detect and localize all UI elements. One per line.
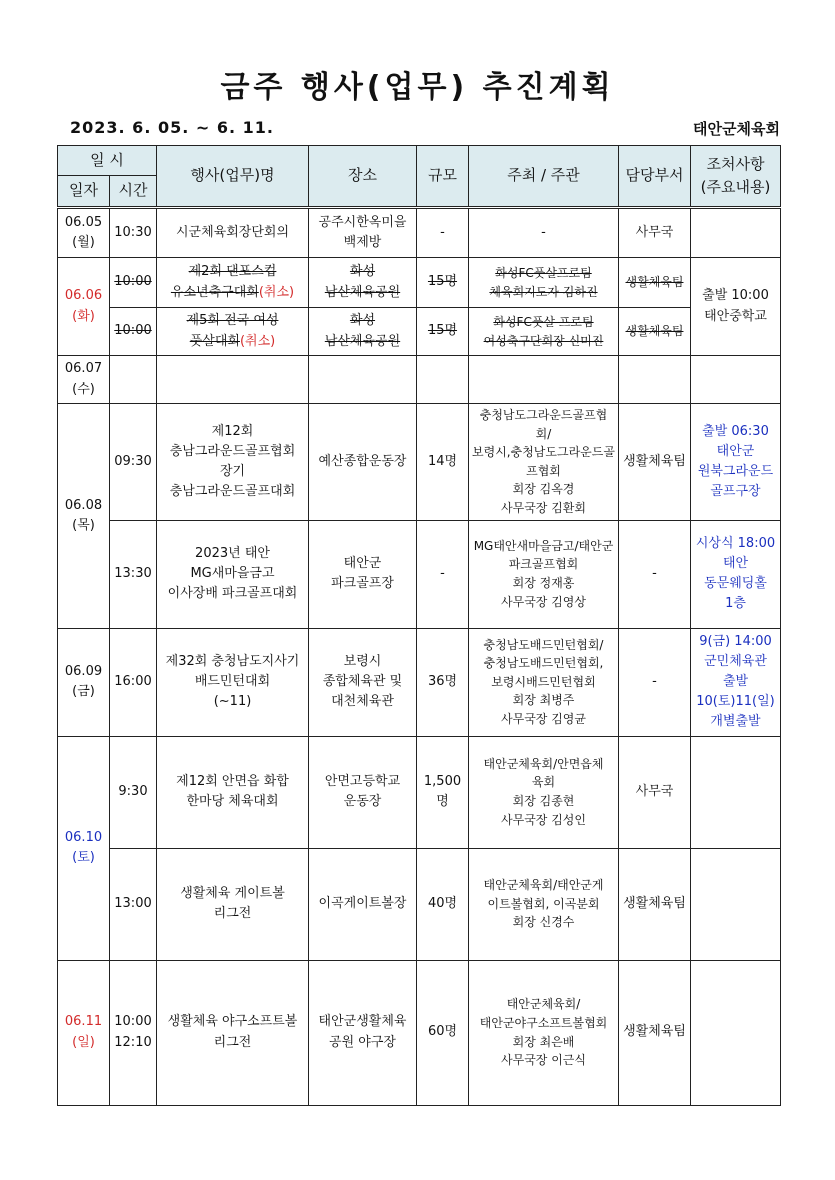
host-cell: 태안군체육회/안면읍체 육회 회장 김종현 사무국장 김성인 — [469, 736, 619, 848]
header-host: 주최 / 주관 — [469, 146, 619, 208]
table-row — [58, 308, 781, 356]
host-cell: 충청남도그라운드골프협회/ 보령시,충청남도그라운드골 프협회 회장 김옥경 사무국장 김환회 — [469, 404, 619, 521]
table-row — [58, 356, 781, 404]
time-cell: 10:00 12:10 — [110, 960, 157, 1105]
organization-name: 태안군체육회 — [693, 120, 780, 138]
time-cell: 9:30 — [110, 736, 157, 848]
time-cell: 13:00 — [110, 848, 157, 960]
time-cell: 09:30 — [110, 404, 157, 521]
header-time: 시간 — [110, 176, 157, 208]
event-cell: 제12회 안면읍 화합 한마당 체육대회 — [157, 736, 309, 848]
place-cell: 보령시 종합체육관 및 대천체육관 — [309, 628, 417, 736]
scale-cell: 15명 — [417, 258, 469, 308]
event-cell: 생활체육 야구소프트볼 리그전 — [157, 960, 309, 1105]
host-cell: - — [469, 208, 619, 258]
date-cell: 06.08 (목) — [58, 404, 110, 629]
time-cell: 13:30 — [110, 520, 157, 628]
table-row — [58, 736, 781, 848]
dept-cell: 사무국 — [619, 736, 691, 848]
date-cell: 06.10 (토) — [58, 736, 110, 960]
header-action: 조처사항 (주요내용) — [691, 146, 781, 208]
scale-cell: - — [417, 520, 469, 628]
host-cell: 태안군체육회/ 태안군야구소프트볼협회 회장 최은배 사무국장 이근식 — [469, 960, 619, 1105]
header-row — [58, 146, 781, 176]
event-cell: 제12회 충남그라운드골프협회 장기 충남그라운드골프대회 — [157, 404, 309, 521]
table-row — [58, 848, 781, 960]
header-date: 일자 — [58, 176, 110, 208]
date-cell: 06.05 (월) — [58, 208, 110, 258]
host-cell: 태안군체육회/태안군게 이트볼협회, 이곡분회 회장 신경수 — [469, 848, 619, 960]
time-cell: 10:00 — [110, 258, 157, 308]
table-row — [58, 628, 781, 736]
scale-cell: 14명 — [417, 404, 469, 521]
date-cell: 06.06 (화) — [58, 258, 110, 356]
event-cell: 제32회 충청남도지사기 배드민턴대회 (~11) — [157, 628, 309, 736]
place-cell: 공주시한옥미을 백제방 — [309, 208, 417, 258]
event-cell — [157, 308, 309, 356]
header-ilsi: 일 시 — [58, 146, 157, 176]
time-cell: 10:00 — [110, 308, 157, 356]
place-cell: 태안군생활체육 공원 야구장 — [309, 960, 417, 1105]
table-row — [58, 258, 781, 308]
dept-cell: - — [619, 520, 691, 628]
action-cell: 출발 06:30 태안군 원북그라운드 골프구장 — [691, 404, 781, 521]
event-title: 제5회 전국 여성 풋살대회 — [186, 313, 279, 349]
action-cell — [691, 208, 781, 258]
header-dept: 담당부서 — [619, 146, 691, 208]
action-cell — [691, 736, 781, 848]
table-row — [58, 960, 781, 1105]
header-event: 행사(업무)명 — [157, 146, 309, 208]
date-cell: 06.07 (수) — [58, 356, 110, 404]
place-cell: 예산종합운동장 — [309, 404, 417, 521]
host-cell: 화성FC풋살 프로팀 여성축구단회장 신미진 — [469, 308, 619, 356]
action-cell — [691, 848, 781, 960]
action-cell: 시상식 18:00 태안 동문웨딩홀 1층 — [691, 520, 781, 628]
scale-cell: - — [417, 208, 469, 258]
place-cell: 화성 남산체육공원 — [309, 258, 417, 308]
dept-cell: 생활체육팀 — [619, 308, 691, 356]
event-cell: 시군체육회장단회의 — [157, 208, 309, 258]
action-cell: 출발 10:00 태안중학교 — [691, 258, 781, 356]
table-row — [58, 208, 781, 258]
dept-cell: - — [619, 628, 691, 736]
period-range: 2023. 6. 05. ~ 6. 11. — [70, 118, 274, 137]
header-scale: 규모 — [417, 146, 469, 208]
scale-cell: 15명 — [417, 308, 469, 356]
cancel-label: (취소) — [239, 333, 276, 349]
time-cell: 16:00 — [110, 628, 157, 736]
date-cell: 06.11 (일) — [58, 960, 110, 1105]
host-cell: 충청남도배드민턴협회/ 충청남도배드민턴협회, 보령시배드민턴협회 회장 최병주 사무국장 김영균 — [469, 628, 619, 736]
header-place: 장소 — [309, 146, 417, 208]
dept-cell: 생활체육팀 — [619, 404, 691, 521]
host-cell: MG태안새마을금고/태안군 파크골프협회 회장 정재홍 사무국장 김영상 — [469, 520, 619, 628]
event-title: 제2회 댄포스컵 유소년축구대회 — [170, 264, 277, 300]
place-cell: 안면고등학교 운동장 — [309, 736, 417, 848]
dept-cell: 생활체육팀 — [619, 258, 691, 308]
scale-cell: 40명 — [417, 848, 469, 960]
host-cell: 화성FC풋살프로팀 체육회지도자 김하진 — [469, 258, 619, 308]
schedule-table — [57, 145, 781, 1106]
place-cell: 이곡게이트볼장 — [309, 848, 417, 960]
dept-cell: 생활체육팀 — [619, 848, 691, 960]
event-cell: 2023년 태안 MG새마을금고 이사장배 파크골프대회 — [157, 520, 309, 628]
page-title: 금주 행사(업무) 추진계획 — [220, 70, 615, 105]
event-cell — [157, 258, 309, 308]
table-row — [58, 404, 781, 521]
table-row — [58, 520, 781, 628]
scale-cell: 36명 — [417, 628, 469, 736]
action-cell — [691, 960, 781, 1105]
dept-cell: 사무국 — [619, 208, 691, 258]
place-cell: 태안군 파크골프장 — [309, 520, 417, 628]
place-cell: 화성 남산체육공원 — [309, 308, 417, 356]
dept-cell: 생활체육팀 — [619, 960, 691, 1105]
action-cell: 9(금) 14:00 군민체육관 출발 10(토)11(일) 개별출발 — [691, 628, 781, 736]
time-cell: 10:30 — [110, 208, 157, 258]
scale-cell: 1,500 명 — [417, 736, 469, 848]
date-cell: 06.09 (금) — [58, 628, 110, 736]
scale-cell: 60명 — [417, 960, 469, 1105]
cancel-label: (취소) — [258, 284, 295, 300]
event-cell: 생활체육 게이트볼 리그전 — [157, 848, 309, 960]
